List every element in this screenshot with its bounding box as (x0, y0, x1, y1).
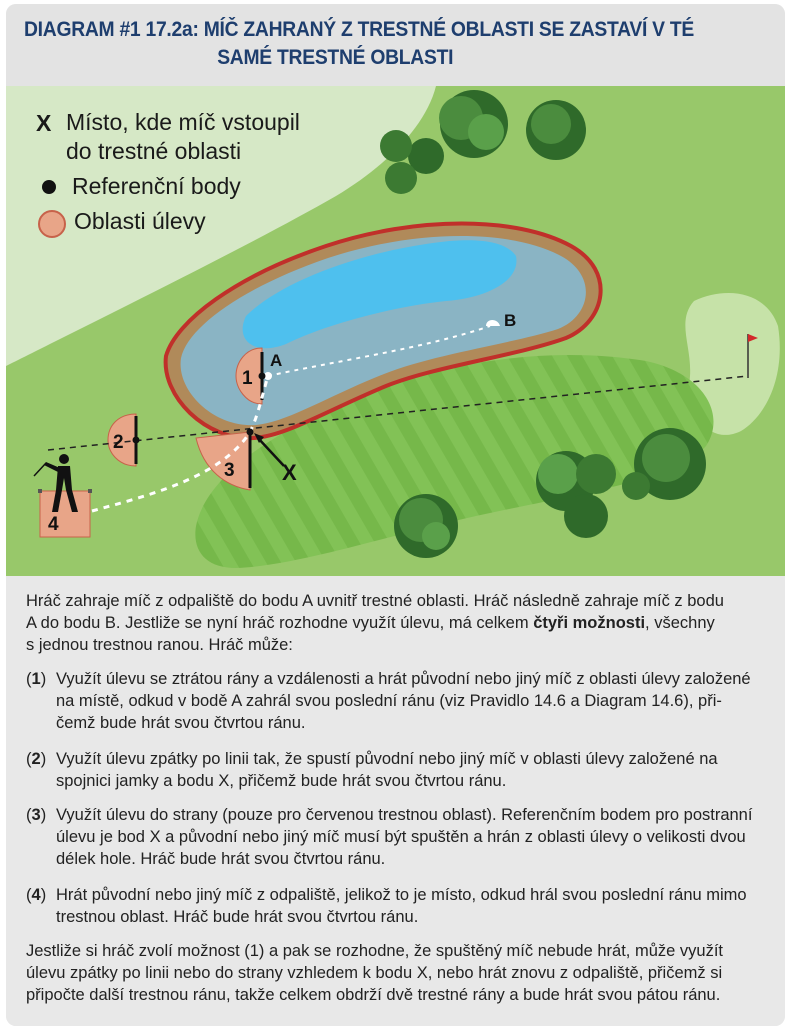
option-4 (26, 884, 771, 928)
title-line-1: DIAGRAM #1 17.2a: MÍČ ZAHRANÝ Z TRESTNÉ OBLASTI SE ZASTAVÍ V TÉ (24, 18, 694, 41)
option-1-text: Využít úlevu se ztrátou rány a vzdálenosti a hrát původní nebo jiný míč z oblasti úlevy založené na místě, odkud v bodě A zahrál svou poslední ránu (viz Pravidlo 14.6 a Diagram 14.6), při- čemž bude hrát svou čtvrtou ránu. (56, 670, 751, 732)
option-4-text: Hrát původní nebo jiný míč z odpaliště, jelikož to je místo, odkud hrál svou poslední ránu mimo trestnou oblast. Hráč bude hrát svou čtvrtou ránu. (56, 886, 747, 926)
legend-x-text (66, 108, 300, 166)
option-3-number: (3) (26, 806, 47, 824)
golf-hole-illustration (6, 86, 785, 576)
closing-paragraph: Jestliže si hráč zvolí možnost (1) a pak se rozhodne, že spuštěný míč nebude hrát, může využít úlevu zpátky po linii nebo do strany vzhledem k bodu X, nebo hrát znovu z odpaliště, přičemž si připočte další trestnou ránu, takže celkem obdrží dvě trestné rány a bude hrát svou pátou ránu. (26, 942, 723, 1004)
intro-line-2-end: , všechny (645, 614, 715, 632)
legend (36, 108, 300, 244)
option-1 (26, 668, 771, 734)
label-x: X (282, 460, 297, 485)
option-2-number: (2) (26, 750, 47, 768)
reference-point-x (247, 429, 254, 436)
option-4-number: (4) (26, 886, 47, 904)
reference-point-2 (133, 437, 140, 444)
explanation-text (6, 576, 785, 1026)
relief-area-icon (38, 210, 66, 238)
legend-row-x (36, 108, 300, 166)
reference-point-1 (259, 373, 266, 380)
legend-x-text-line1: Místo, kde míč vstoupil (66, 109, 300, 135)
reference-dot-icon (42, 180, 56, 194)
legend-row-ref (36, 172, 300, 201)
label-b: B (504, 311, 517, 330)
label-a: A (270, 351, 283, 370)
diagram-title (24, 16, 705, 72)
option-2 (26, 748, 771, 792)
tee-marker-left (38, 489, 42, 493)
legend-x-text-line2: do trestné oblasti (66, 138, 242, 164)
option-1-number: (1) (26, 670, 47, 688)
option-2-text: Využít úlevu zpátky po linii tak, že spustí původní nebo jiný míč v oblasti úlevy založené na spojnici jamky a bodu X, přičemž bude hrát svou čtvrtou ránu. (56, 750, 718, 790)
intro-line-2: A do bodu B. Jestliže se nyní hráč rozhodne využít úlevu, má celkem (26, 614, 534, 632)
label-area-2: 2 (113, 432, 124, 453)
legend-row-relief (36, 207, 300, 238)
legend-x-symbol: X (36, 110, 52, 136)
label-area-4: 4 (48, 514, 59, 535)
intro-line-3: s jednou trestnou ranou. Hráč může: (26, 636, 293, 654)
tee-marker-right (88, 489, 92, 493)
legend-ref-text: Referenční body (72, 173, 241, 199)
header (6, 4, 785, 86)
intro-paragraph (26, 590, 771, 656)
title-line-2: SAMÉ TRESTNÉ OBLASTI (217, 46, 454, 69)
intro-line-1: Hráč zahraje míč z odpaliště do bodu A uvnitř trestné oblasti. Hráč následně zahraje míč z bodu (26, 592, 724, 610)
label-area-1: 1 (242, 368, 253, 389)
option-3-text: Využít úlevu do strany (pouze pro červenou trestnou oblast). Referenčním bodem pro postranní úlevu je bod X a původní nebo jiný míč musí být spuštěn a hrán z oblasti úlevy o velikosti dvou délek hole. Hráč bude hrát svou čtvrtou ránu. (56, 806, 753, 868)
legend-relief-text: Oblasti úlevy (74, 208, 206, 234)
intro-bold: čtyři možnosti (533, 614, 646, 632)
label-area-3: 3 (224, 460, 235, 481)
tree-cluster-bottom (394, 494, 458, 558)
diagram-card (6, 4, 785, 1026)
option-3 (26, 804, 771, 870)
